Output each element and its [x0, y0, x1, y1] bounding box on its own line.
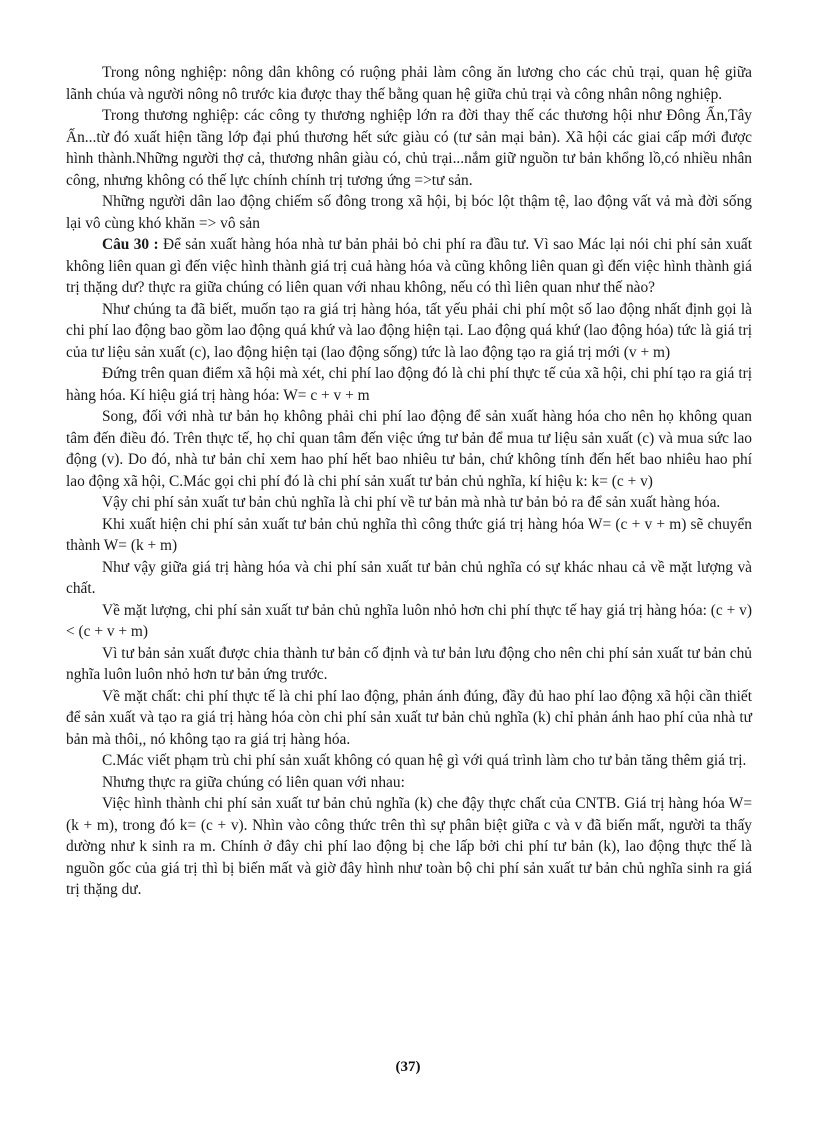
paragraph — [66, 793, 752, 901]
paragraph-text: Trong nông nghiệp: nông dân không có ruộng phải làm công ăn lương cho các chủ trại, quan hệ giữa lãnh chúa và người nông nô trước kia được thay thế bằng quan hệ giữa chủ trại và công nhân nông nghiệp. — [66, 64, 752, 103]
paragraph — [66, 643, 752, 686]
paragraph-text: Như vậy giữa giá trị hàng hóa và chi phí sản xuất tư bản chủ nghĩa có sự khác nhau cả về mặt lượng và chất. — [66, 558, 752, 597]
paragraph-text: Vậy chi phí sản xuất tư bản chủ nghĩa là chi phí về tư bản mà nhà tư bản bỏ ra để sản xuất hàng hóa. — [102, 494, 721, 511]
paragraph-text: Đứng trên quan điểm xã hội mà xét, chi phí lao động đó là chi phí thực tế của xã hội, chi phí tạo ra giá trị hàng hóa. Kí hiệu giá trị hàng hóa: W= c + v + m — [66, 365, 752, 404]
page-number: (37) — [395, 1059, 421, 1075]
paragraph — [66, 772, 752, 794]
paragraph-text: Song, đối với nhà tư bản họ không phải chi phí lao động để sản xuất hàng hóa cho nên họ không quan tâm đến điều đó. Trên thực tế, họ chỉ quan tâm đến việc ứng tư bản để mua tư liệu sản xuất (c) và mua sức lao động (v). Do đó, nhà tư bản chỉ xem hao phí hết bao nhiêu tư bản, chứ không tính đến hết bao nhiêu hao phí lao động xã hội, C.Mác gọi chi phí đó là chi phí sản xuất tư bản chủ nghĩa, kí hiệu k: k= (c + v) — [66, 408, 752, 490]
paragraph-text: Nhưng thực ra giữa chúng có liên quan với nhau: — [102, 773, 405, 791]
question-paragraph — [66, 234, 752, 299]
paragraph — [66, 557, 752, 600]
question-text: Để sản xuất hàng hóa nhà tư bản phải bỏ chi phí ra đầu tư. Vì sao Mác lại nói chi phí sản xuất không liên quan gì đến việc hình thành giá trị cuả hàng hóa và cũng không liên quan gì đến việc hình thành giá trị thặng dư? thực ra giữa chúng có liên quan với nhau không, nếu có thì liên quan như thế nào? — [66, 236, 752, 296]
paragraph — [66, 105, 752, 191]
paragraph-text: Khi xuất hiện chi phí sản xuất tư bản chủ nghĩa thì công thức giá trị hàng hóa W= (c + v + m) sẽ chuyển thành W= (k + m) — [66, 515, 752, 554]
document-body — [66, 62, 752, 901]
question-label: Câu 30 : — [102, 236, 159, 253]
paragraph-text: Trong thương nghiệp: các công ty thương nghiệp lớn ra đời thay thế các thương hội như Đông Ấn,Tây Ấn...từ đó xuất hiện tầng lớp đại phú thương hết sức giàu có (tư sản mại bản). Xã hội các giai cấp mới được hình thành.Những người thợ cả, thương nhân giàu có, chủ trại...nắm giữ nguồn tư bản khổng lồ,có nhiều nhân công, nhưng không có thế lực chính chính trị tương ứng =>tư sản. — [66, 107, 752, 189]
paragraph — [66, 750, 752, 772]
paragraph-text: Về mặt lượng, chi phí sản xuất tư bản chủ nghĩa luôn nhỏ hơn chi phí thực tế hay giá trị hàng hóa: (c + v) < (c + v + m) — [66, 601, 752, 640]
paragraph — [66, 686, 752, 751]
paragraph-text: Về mặt chất: chi phí thực tế là chi phí lao động, phản ánh đúng, đầy đủ hao phí lao động xã hội cần thiết để sản xuất và tạo ra giá trị hàng hóa còn chi phí sản xuất tư bản chủ nghĩa (k) chỉ phản ánh hao phí của nhà tư bản mà thôi,, nó không tạo ra giá trị hàng hóa. — [66, 687, 752, 748]
paragraph — [66, 363, 752, 406]
paragraph-text: Việc hình thành chi phí sản xuất tư bản chủ nghĩa (k) che đậy thực chất của CNTB. Giá trị hàng hóa W= (k + m), trong đó k= (c + v). Nhìn vào công thức trên thì sự phân biệt giữa c và v đã biến mất, người ta thấy dường như k sinh ra m. Chính ở đây chi phí lao động bị che lấp bởi chi phí tư bản (k), lao động thực thế là nguồn gốc của giá trị thì bị biến mất và giờ đây hình như toàn bộ chi phí sản xuất tư bản chủ nghĩa sinh ra giá trị thặng dư. — [66, 795, 752, 898]
paragraph — [66, 406, 752, 492]
paragraph — [66, 299, 752, 364]
paragraph-text: C.Mác viết phạm trù chi phí sản xuất không có quan hệ gì với quá trình làm cho tư bản tăng thêm giá trị. — [102, 752, 747, 769]
paragraph-text: Như chúng ta đã biết, muốn tạo ra giá trị hàng hóa, tất yếu phải chi phí một số lao động nhất định gọi là chi phí lao động bao gồm lao động quá khứ và lao động hiện tại. Lao động quá khứ (lao động hóa) tức là giá trị của tư liệu sản xuất (c), lao động hiện tại (lao động sống) tức là lao động tạo ra giá trị mới (v + m) — [66, 300, 752, 361]
paragraph-text: Những người dân lao động chiếm số đông trong xã hội, bị bóc lột thậm tệ, lao động vất vả mà đời sống lại vô cùng khó khăn => vô sản — [66, 193, 752, 232]
paragraph — [66, 62, 752, 105]
paragraph — [66, 191, 752, 234]
paragraph — [66, 514, 752, 557]
paragraph — [66, 492, 752, 514]
paragraph — [66, 600, 752, 643]
paragraph-text: Vì tư bản sản xuất được chia thành tư bản cố định và tư bản lưu động cho nên chi phí sản xuất tư bản chủ nghĩa luôn luôn nhỏ hơn tư bản ứng trước. — [66, 644, 752, 683]
